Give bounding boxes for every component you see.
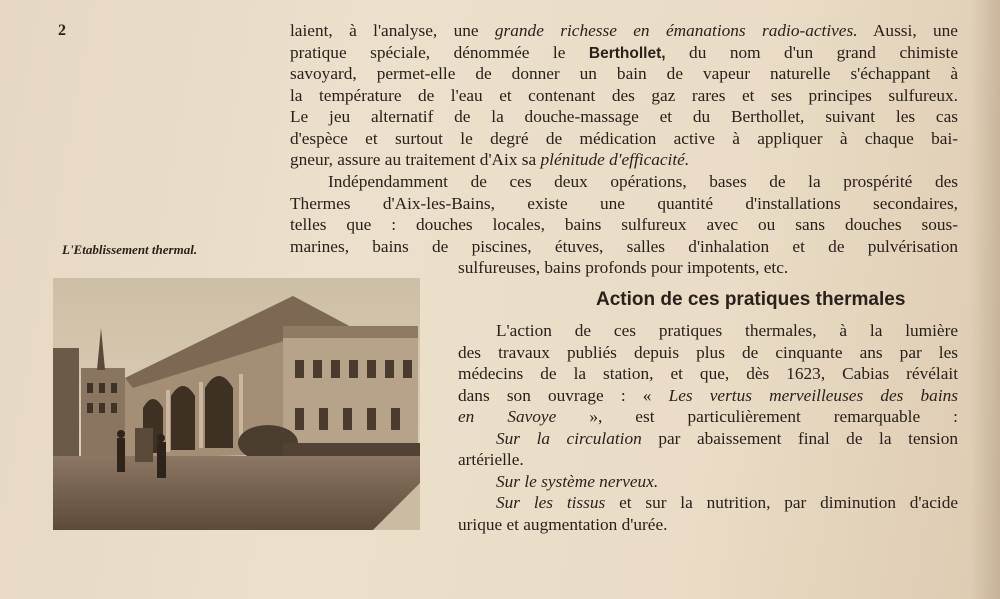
text-line: marines, bains de piscines, étuves, salles d'inhalation et de pulvérisation: [290, 236, 958, 256]
text-line: en Savoye », est particulièrement remarquable :: [458, 407, 958, 426]
text-line: des travaux publiés depuis plus de cinquante ans par les: [458, 342, 958, 362]
text-line: artérielle.: [458, 450, 524, 469]
text-line: Thermes d'Aix-les-Bains, existe une quantité d'installations secondaires,: [290, 193, 958, 213]
text-line: savoyard, permet-elle de donner un bain de vapeur naturelle s'échappant à: [290, 64, 958, 83]
text-line: d'espèce et surtout le degré de médication active à appliquer à chaque bai-: [290, 128, 958, 148]
paragraph-3: [458, 320, 958, 535]
text-line: dans son ouvrage : « Les vertus merveilleuses des bains: [458, 385, 958, 405]
page-number: 2: [58, 22, 66, 39]
text-line: Sur les tissus et sur la nutrition, par diminution d'acide: [496, 493, 959, 512]
photo-caption: L'Etablissement thermal.: [62, 242, 198, 257]
text-line: L'action de ces pratiques thermales, à la lumière: [496, 321, 958, 340]
page-fold-shadow: [970, 0, 1000, 599]
text-line: médecins de la station, et que, dès 1623, Cabias révélait: [458, 364, 958, 383]
photo-thermal-establishment: [53, 278, 420, 530]
text-line: telles que : douches locales, bains sulfureux avec ou sans douches sous-: [290, 215, 958, 234]
text-line: laient, à l'analyse, une grande richesse en émanations radio-actives. Aussi, une: [290, 21, 958, 40]
paragraph-2-end: [458, 257, 888, 279]
text-line: Sur la circulation par abaissement final de la tension: [496, 428, 958, 448]
text-line: Sur le système nerveux.: [496, 471, 659, 491]
text-line: la température de l'eau et contenant des gaz rares et ses principes sulfureux.: [290, 85, 958, 105]
text-line: pratique spéciale, dénommée le Berthollet, du nom d'un grand chimiste: [290, 42, 958, 62]
text-line: gneur, assure au traitement d'Aix sa plénitude d'efficacité.: [290, 150, 690, 169]
photo-illustration: [53, 278, 420, 530]
text-line: urique et augmentation d'urée.: [458, 514, 668, 534]
text-line: Le jeu alternatif de la douche-massage et du Berthollet, suivant les cas: [290, 107, 958, 126]
paragraph-2: [290, 171, 958, 257]
text-line: sulfureuses, bains profonds pour impotents, etc.: [458, 258, 789, 277]
section-heading: Action de ces pratiques thermales: [596, 289, 906, 310]
text-line: Indépendamment de ces deux opérations, bases de la prospérité des: [328, 172, 958, 191]
paragraph-1: [290, 20, 958, 171]
